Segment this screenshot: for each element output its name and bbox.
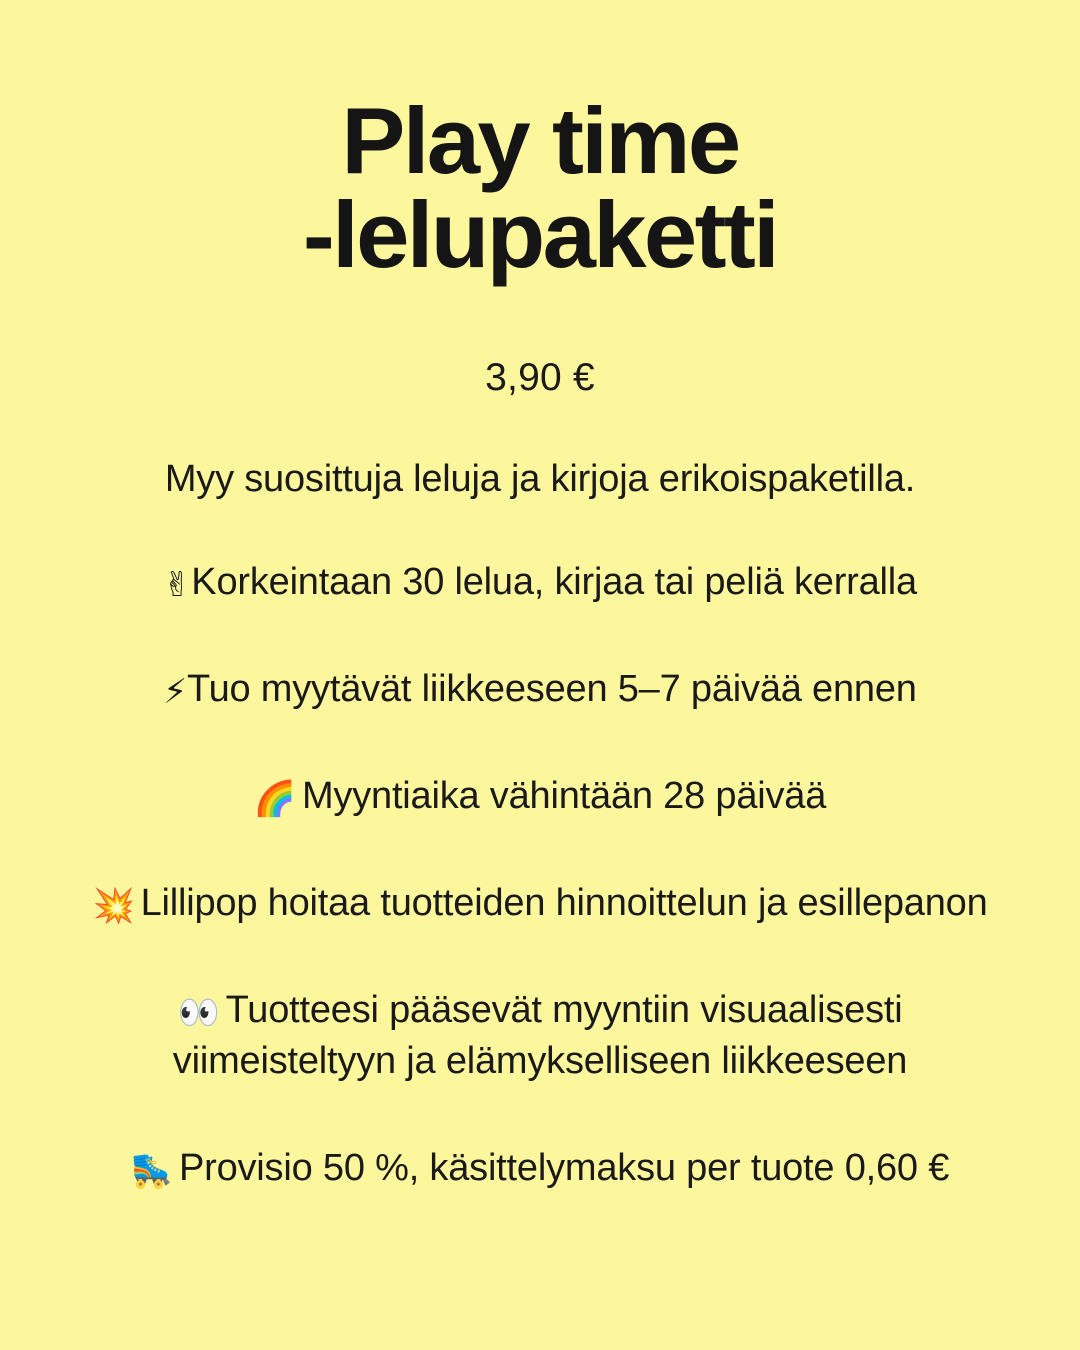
- list-item: [163, 557, 917, 608]
- list-item: [163, 664, 916, 715]
- list-item: [90, 985, 990, 1087]
- list-item-label: Tuotteesi pääsevät myyntiin visuaalisesti viimeisteltyyn ja elämykselliseen liikkeeseen: [172, 989, 908, 1082]
- list-item: [92, 878, 987, 929]
- rainbow-emoji: 🌈: [253, 779, 296, 820]
- list-item: [131, 1143, 949, 1194]
- list-item-label: Tuo myytävät liikkeeseen 5–7 päivää ennen: [186, 668, 917, 711]
- list-item-label: Myyntiaika vähintään 28 päivää: [301, 775, 827, 818]
- intro-text: Myy suosittuja leluja ja kirjoja erikoispaketilla.: [164, 458, 916, 501]
- list-item-label: Korkeintaan 30 lelua, kirjaa tai peliä kerralla: [191, 561, 917, 604]
- collision-emoji: 💥: [92, 886, 135, 927]
- list-item-label: Provisio 50 %, käsittelymaksu per tuote 0,60 €: [178, 1146, 950, 1189]
- list-item-label: Lillipop hoitaa tuotteiden hinnoittelun ja esillepanon: [140, 882, 988, 925]
- roller-skate-emoji: 🛼: [130, 1150, 173, 1191]
- price-label: 3,90 €: [485, 356, 595, 400]
- victory-hand-emoji: ✌: [163, 565, 192, 606]
- details-list: [0, 454, 1080, 1193]
- title-line-1: Play time: [341, 88, 739, 193]
- title-line-2: -lelupaketti: [302, 182, 778, 288]
- list-item: [254, 771, 826, 822]
- eyes-emoji: 👀: [177, 993, 220, 1033]
- high-voltage-emoji: ⚡: [163, 672, 187, 713]
- page-title: [0, 88, 1080, 288]
